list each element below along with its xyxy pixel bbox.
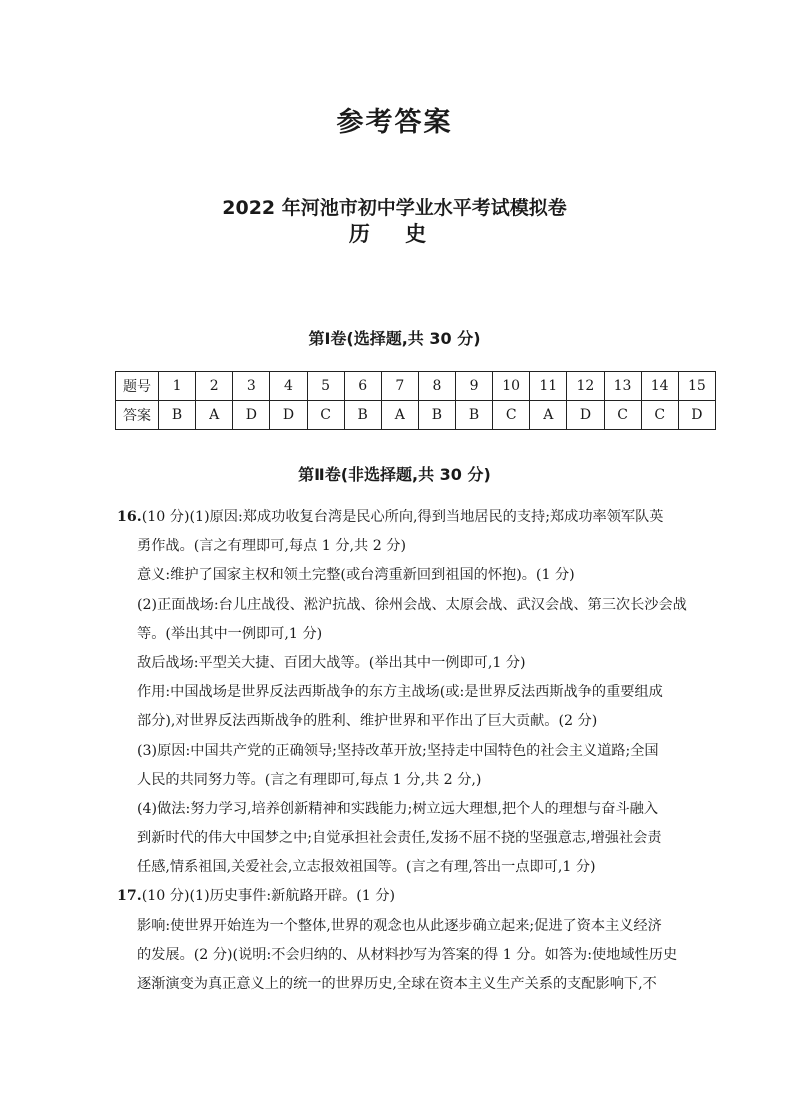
question-number: 16. — [117, 509, 142, 525]
exam-title: 2022 年河池市初中学业水平考试模拟卷 — [222, 197, 567, 219]
part1-title: 第Ⅰ卷(选择题,共 30 分) — [308, 329, 481, 348]
answer-table — [115, 371, 716, 430]
q16-line: 任感,情系祖国,关爱社会,立志报效祖国等。(言之有理,答出一点即可,1 分) — [137, 859, 596, 876]
q16-line: 人民的共同努力等。(言之有理即可,每点 1 分,共 2 分,) — [137, 771, 482, 788]
q17-line: 影响:使世界开始连为一个整体,世界的观念也从此逐步确立起来;促进了资本主义经济 — [137, 917, 662, 934]
q16-line: 作用:中国战场是世界反法西斯战争的东方主战场(或:是世界反法西斯战争的重要组成 — [137, 684, 663, 701]
answer-cell: B — [456, 401, 493, 430]
q16-line: 勇作战。(言之有理即可,每点 1 分,共 2 分) — [137, 538, 406, 555]
q16-line: 敌后战场:平型关大捷、百团大战等。(举出其中一例即可,1 分) — [137, 654, 526, 671]
number-row — [116, 372, 716, 401]
answer-cell: D — [678, 401, 715, 430]
q16-line: 等。(举出其中一例即可,1 分) — [137, 625, 323, 642]
number-cell: 7 — [381, 372, 418, 401]
number-cell: 11 — [530, 372, 567, 401]
answer-cell: D — [567, 401, 604, 430]
number-cell: 8 — [418, 372, 455, 401]
question-number: 17. — [117, 888, 142, 905]
q16-line: (4)做法:努力学习,培养创新精神和实践能力;树立远大理想,把个人的理想与奋斗融入 — [137, 800, 659, 817]
row-label-answer: 答案 — [116, 401, 159, 430]
answer-cell: C — [604, 401, 641, 430]
part2-title: 第Ⅱ卷(非选择题,共 30 分) — [298, 465, 491, 484]
answer-cell: B — [159, 401, 196, 430]
page-title: 参考答案 — [336, 107, 453, 138]
number-cell: 2 — [196, 372, 233, 401]
answer-cell: B — [344, 401, 381, 430]
number-cell: 4 — [270, 372, 307, 401]
answer-cell: D — [233, 401, 270, 430]
answer-cell: D — [270, 401, 307, 430]
answer-text: (10 分)(1)历史事件:新航路开辟。(1 分) — [141, 888, 396, 905]
subject-title: 历 史 — [348, 222, 441, 246]
number-cell: 12 — [567, 372, 604, 401]
q16-line: (2)正面战场:台儿庄战役、淞沪抗战、徐州会战、太原会战、武汉会战、第三次长沙会战 — [137, 596, 687, 613]
answer-cell: A — [196, 401, 233, 430]
number-cell: 1 — [159, 372, 196, 401]
number-cell: 3 — [233, 372, 270, 401]
q17-line: 的发展。(2 分)(说明:不会归纳的、从材料抄写为答案的得 1 分。如答为:使地域性历史 — [137, 946, 678, 963]
q16-line — [117, 503, 717, 532]
number-cell: 6 — [344, 372, 381, 401]
answer-cell: B — [418, 401, 455, 430]
number-cell: 15 — [678, 372, 715, 401]
number-cell: 9 — [456, 372, 493, 401]
q17-line — [117, 882, 717, 911]
answer-row — [116, 401, 716, 430]
number-cell: 10 — [493, 372, 530, 401]
number-cell: 5 — [307, 372, 344, 401]
answer-cell: A — [530, 401, 567, 430]
q16-line: (3)原因:中国共产党的正确领导;坚持改革开放;坚持走中国特色的社会主义道路;全国 — [137, 742, 659, 759]
q16-line: 部分),对世界反法西斯战争的胜利、维护世界和平作出了巨大贡献。(2 分) — [137, 713, 598, 730]
row-label-number: 题号 — [116, 372, 159, 401]
q16-line: 到新时代的伟大中国梦之中;自觉承担社会责任,发扬不屈不挠的坚强意志,增强社会责 — [137, 830, 662, 847]
answer-cell: C — [307, 401, 344, 430]
number-cell: 14 — [641, 372, 678, 401]
answer-cell: C — [641, 401, 678, 430]
answer-text: (10 分)(1)原因:郑成功收复台湾是民心所向,得到当地居民的支持;郑成功率领军队英 — [141, 509, 664, 525]
q16-line: 意义:维护了国家主权和领土完整(或台湾重新回到祖国的怀抱)。(1 分) — [137, 567, 575, 584]
answers-body — [117, 503, 717, 999]
q17-line: 逐渐演变为真正意义上的统一的世界历史,全球在资本主义生产关系的支配影响下,不 — [137, 976, 657, 992]
number-cell: 13 — [604, 372, 641, 401]
answer-cell: C — [493, 401, 530, 430]
answer-cell: A — [381, 401, 418, 430]
